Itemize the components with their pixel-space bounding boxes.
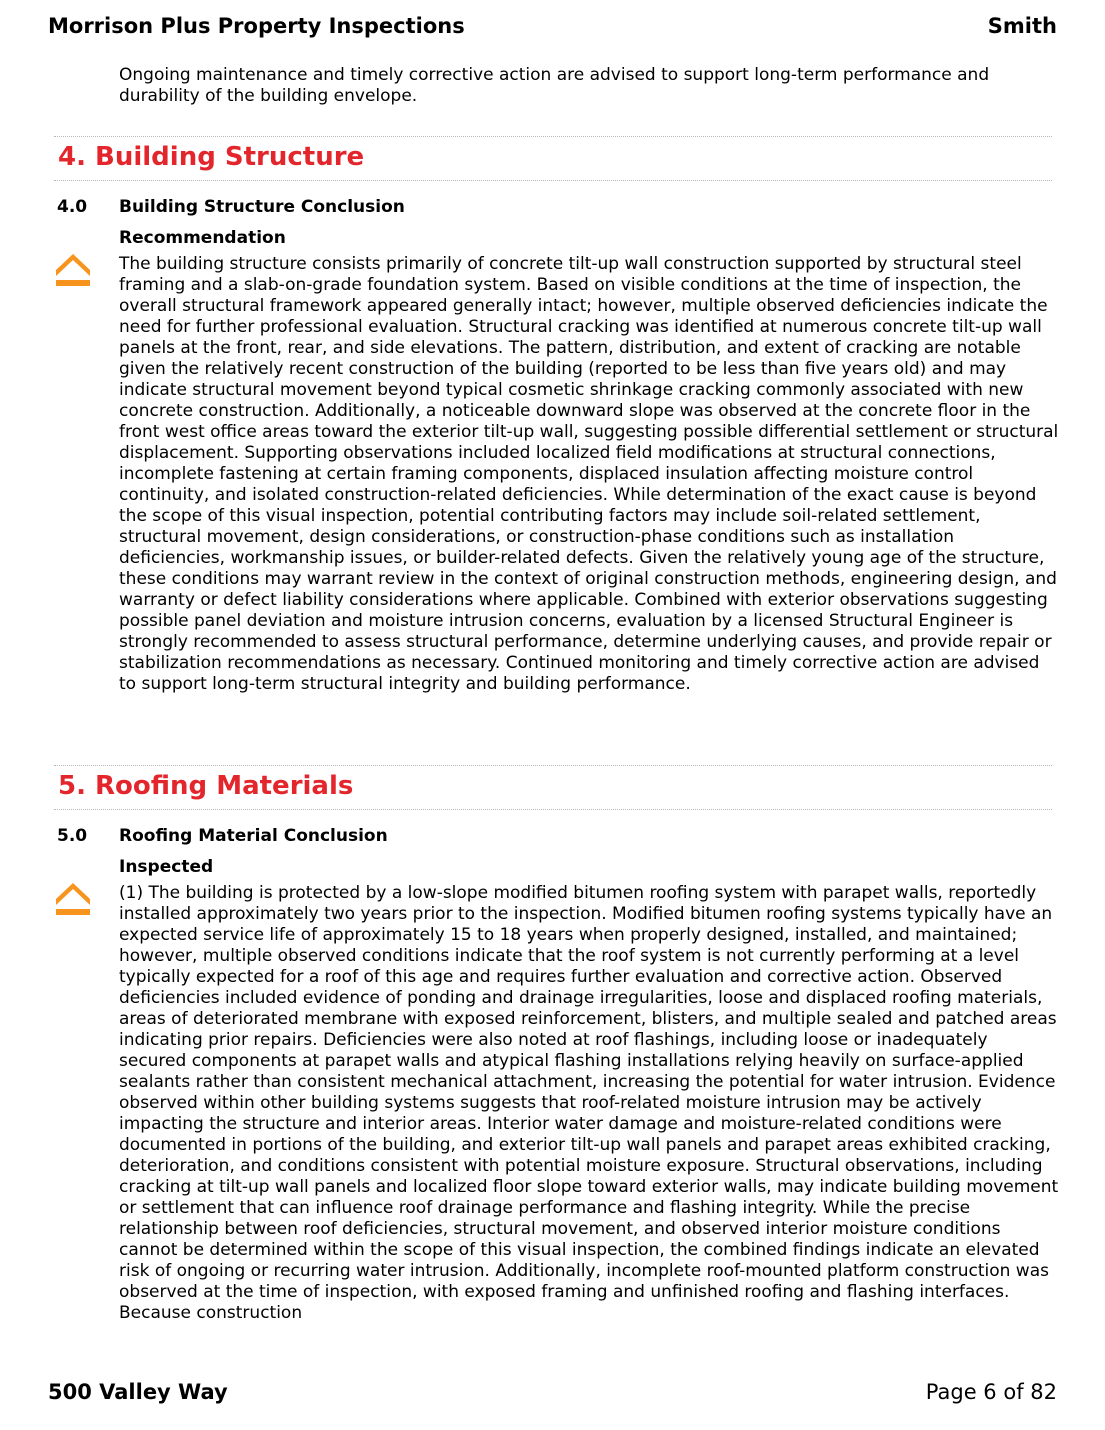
item-description: (1) The building is protected by a low-slope modified bitumen roofing system with parapet walls, reportedly installed approximately two years prior to the inspection. Modified bitumen roofing systems typically have an expected service life of approximately 15 to 18 years when properly designed, installed, and maintained; however, multiple observed conditions indicate that the roof system is not currently performing at a level typically expected for a roof of this age and requires further evaluation and corrective action. Observed deficiencies included evidence of ponding and drainage irregularities, loose and displaced roofing materials, areas of deteriorated membrane with exposed reinforcement, blisters, and multiple sealed and patched areas indicating prior repairs. Deficiencies were also noted at roof flashings, including loose or inadequately secured components at parapet walls and atypical flashing installations relying heavily on surface-applied sealants rather than consistent mechanical attachment, increasing the potential for water intrusion. Evidence observed within other building systems suggests that roof-related moisture intrusion may be actively impacting the structure and interior areas. Interior water damage and moisture-related conditions were documented in portions of the building, and exterior tilt-up wall panels and parapet areas exhibited cracking, deterioration, and conditions consistent with potential moisture exposure. Structural observations, including cracking at tilt-up wall panels and localized floor slope toward exterior walls, may indicate building movement or settlement that can influence roof drainage performance and flashing integrity. While the precise relationship between roof deficiencies, structural movement, and observed interior moisture conditions cannot be determined within the scope of this visual inspection, the combined findings indicate an elevated risk of ongoing or recurring water intrusion. Additionally, incomplete roof-mounted platform construction was observed at the time of inspection, with exposed framing and unfinished roofing and flashing interfaces. Because construction — [119, 883, 1059, 1323]
item-status: Recommendation — [119, 228, 286, 248]
divider — [54, 765, 1052, 766]
item-title: Building Structure Conclusion — [119, 197, 405, 217]
page-footer — [48, 1380, 1057, 1408]
intro-paragraph: Ongoing maintenance and timely corrective action are advised to support long-term performance and durability of the building envelope. — [119, 65, 990, 106]
item-title: Roofing Material Conclusion — [119, 826, 388, 846]
page-number: Page 6 of 82 — [925, 1380, 1057, 1404]
divider — [54, 136, 1052, 137]
property-address: 500 Valley Way — [48, 1380, 228, 1404]
item-number: 5.0 — [57, 826, 88, 846]
roof-house-warning-icon — [55, 252, 91, 288]
item-description: The building structure consists primarily of concrete tilt-up wall construction supported by structural steel framing and a slab-on-grade foundation system. Based on visible conditions at the time of inspection, the overall structural framework appeared generally intact; however, multiple observed deficiencies indicate the need for further professional evaluation. Structural cracking was identified at numerous concrete tilt-up wall panels at the front, rear, and side elevations. The pattern, distribution, and extent of cracking are notable given the relatively recent construction of the building (reported to be less than five years old) and may indicate structural movement beyond typical cosmetic shrinkage cracking commonly associated with new concrete construction. Additionally, a noticeable downward slope was observed at the concrete floor in the front west office areas toward the exterior tilt-up wall, suggesting possible differential settlement or structural displacement. Supporting observations included localized field modifications at structural connections, incomplete fastening at certain framing components, displaced insulation affecting moisture control continuity, and isolated construction-related deficiencies. While determination of the exact cause is beyond the scope of this visual inspection, potential contributing factors may include soil-related settlement, structural movement, design considerations, or construction-phase conditions such as installation deficiencies, workmanship issues, or builder-related defects. Given the relatively young age of the structure, these conditions may warrant review in the context of original construction methods, engineering design, and warranty or defect liability considerations where applicable. Combined with exterior observations suggesting possible panel deviation and moisture intrusion concerns, evaluation by a licensed Structural Engineer is strongly recommended to assess structural performance, determine underlying causes, and provide repair or stabilization recommendations as necessary. Continued monitoring and timely corrective action are advised to support long-term structural integrity and building performance. — [119, 254, 1059, 694]
client-name: Smith — [987, 14, 1057, 38]
divider — [54, 809, 1052, 810]
section-title: 4. Building Structure — [58, 142, 365, 172]
item-number: 4.0 — [57, 197, 88, 217]
divider — [54, 180, 1052, 181]
company-name: Morrison Plus Property Inspections — [48, 14, 465, 38]
section-title: 5. Roofing Materials — [58, 771, 354, 801]
page-header — [48, 14, 1057, 40]
roof-house-warning-icon — [55, 881, 91, 917]
item-status: Inspected — [119, 857, 214, 877]
